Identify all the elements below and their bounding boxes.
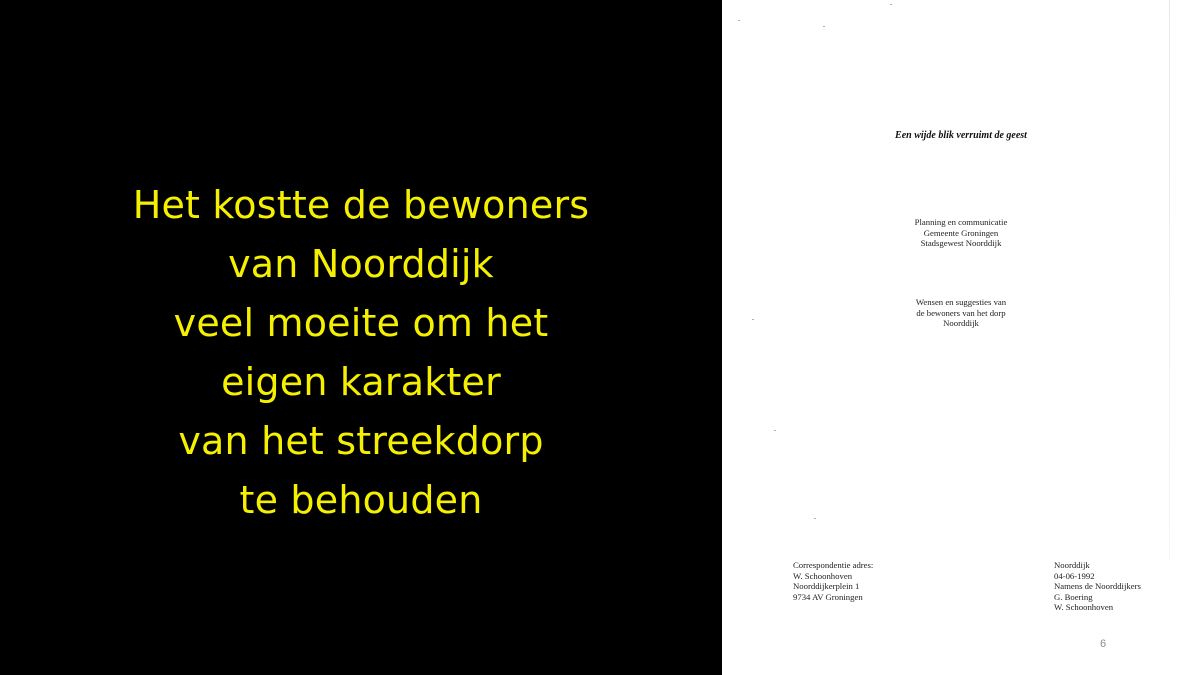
document-motto: Een wijde blik verruimt de geest bbox=[895, 130, 1027, 141]
scan-speck bbox=[738, 20, 740, 21]
signature-line: 04-06-1992 bbox=[1054, 570, 1095, 581]
signature-line: G. Boering bbox=[1054, 591, 1093, 602]
planning-info-line: Gemeente Groningen bbox=[923, 227, 999, 238]
signature-line: Noorddijk bbox=[1054, 560, 1090, 570]
address-line: 9734 AV Groningen bbox=[793, 591, 863, 602]
signature-line: W. Schoonhoven bbox=[1054, 602, 1114, 612]
correspondence-address bbox=[793, 560, 873, 602]
scan-speck bbox=[774, 430, 776, 431]
address-line: Correspondentie adres: bbox=[793, 560, 874, 570]
slide-page-number: 6 bbox=[1100, 638, 1107, 650]
wishes-info-line: de bewoners van het dorp bbox=[916, 307, 1006, 318]
address-line: Noorddijkerplein 1 bbox=[793, 581, 860, 591]
headline-line: te behouden bbox=[239, 478, 483, 522]
headline-line: Het kostte de bewoners bbox=[132, 183, 590, 227]
wishes-info-block bbox=[722, 297, 1200, 329]
headline-line: van het streekdorp bbox=[178, 419, 544, 463]
planning-info-block bbox=[722, 217, 1200, 249]
scan-speck bbox=[814, 518, 816, 519]
wishes-info-line: Wensen en suggesties van bbox=[915, 297, 1007, 307]
signature-block bbox=[1054, 560, 1141, 613]
scanned-document-page bbox=[722, 0, 1200, 675]
planning-info-line: Planning en communicatie bbox=[914, 217, 1008, 227]
planning-info-line: Stadsgewest Noorddijk bbox=[920, 238, 1002, 248]
address-line: W. Schoonhoven bbox=[793, 570, 853, 581]
headline-line: veel moeite om het bbox=[173, 301, 549, 345]
headline-line: van Noorddijk bbox=[228, 242, 494, 286]
headline-line: eigen karakter bbox=[221, 360, 501, 404]
scan-speck bbox=[823, 26, 825, 27]
scan-speck bbox=[890, 4, 892, 5]
slide-headline bbox=[0, 176, 722, 530]
wishes-info-line: Noorddijk bbox=[943, 318, 979, 328]
scan-edge-shadow bbox=[1169, 0, 1170, 560]
signature-line: Namens de Noorddijkers bbox=[1054, 581, 1141, 591]
